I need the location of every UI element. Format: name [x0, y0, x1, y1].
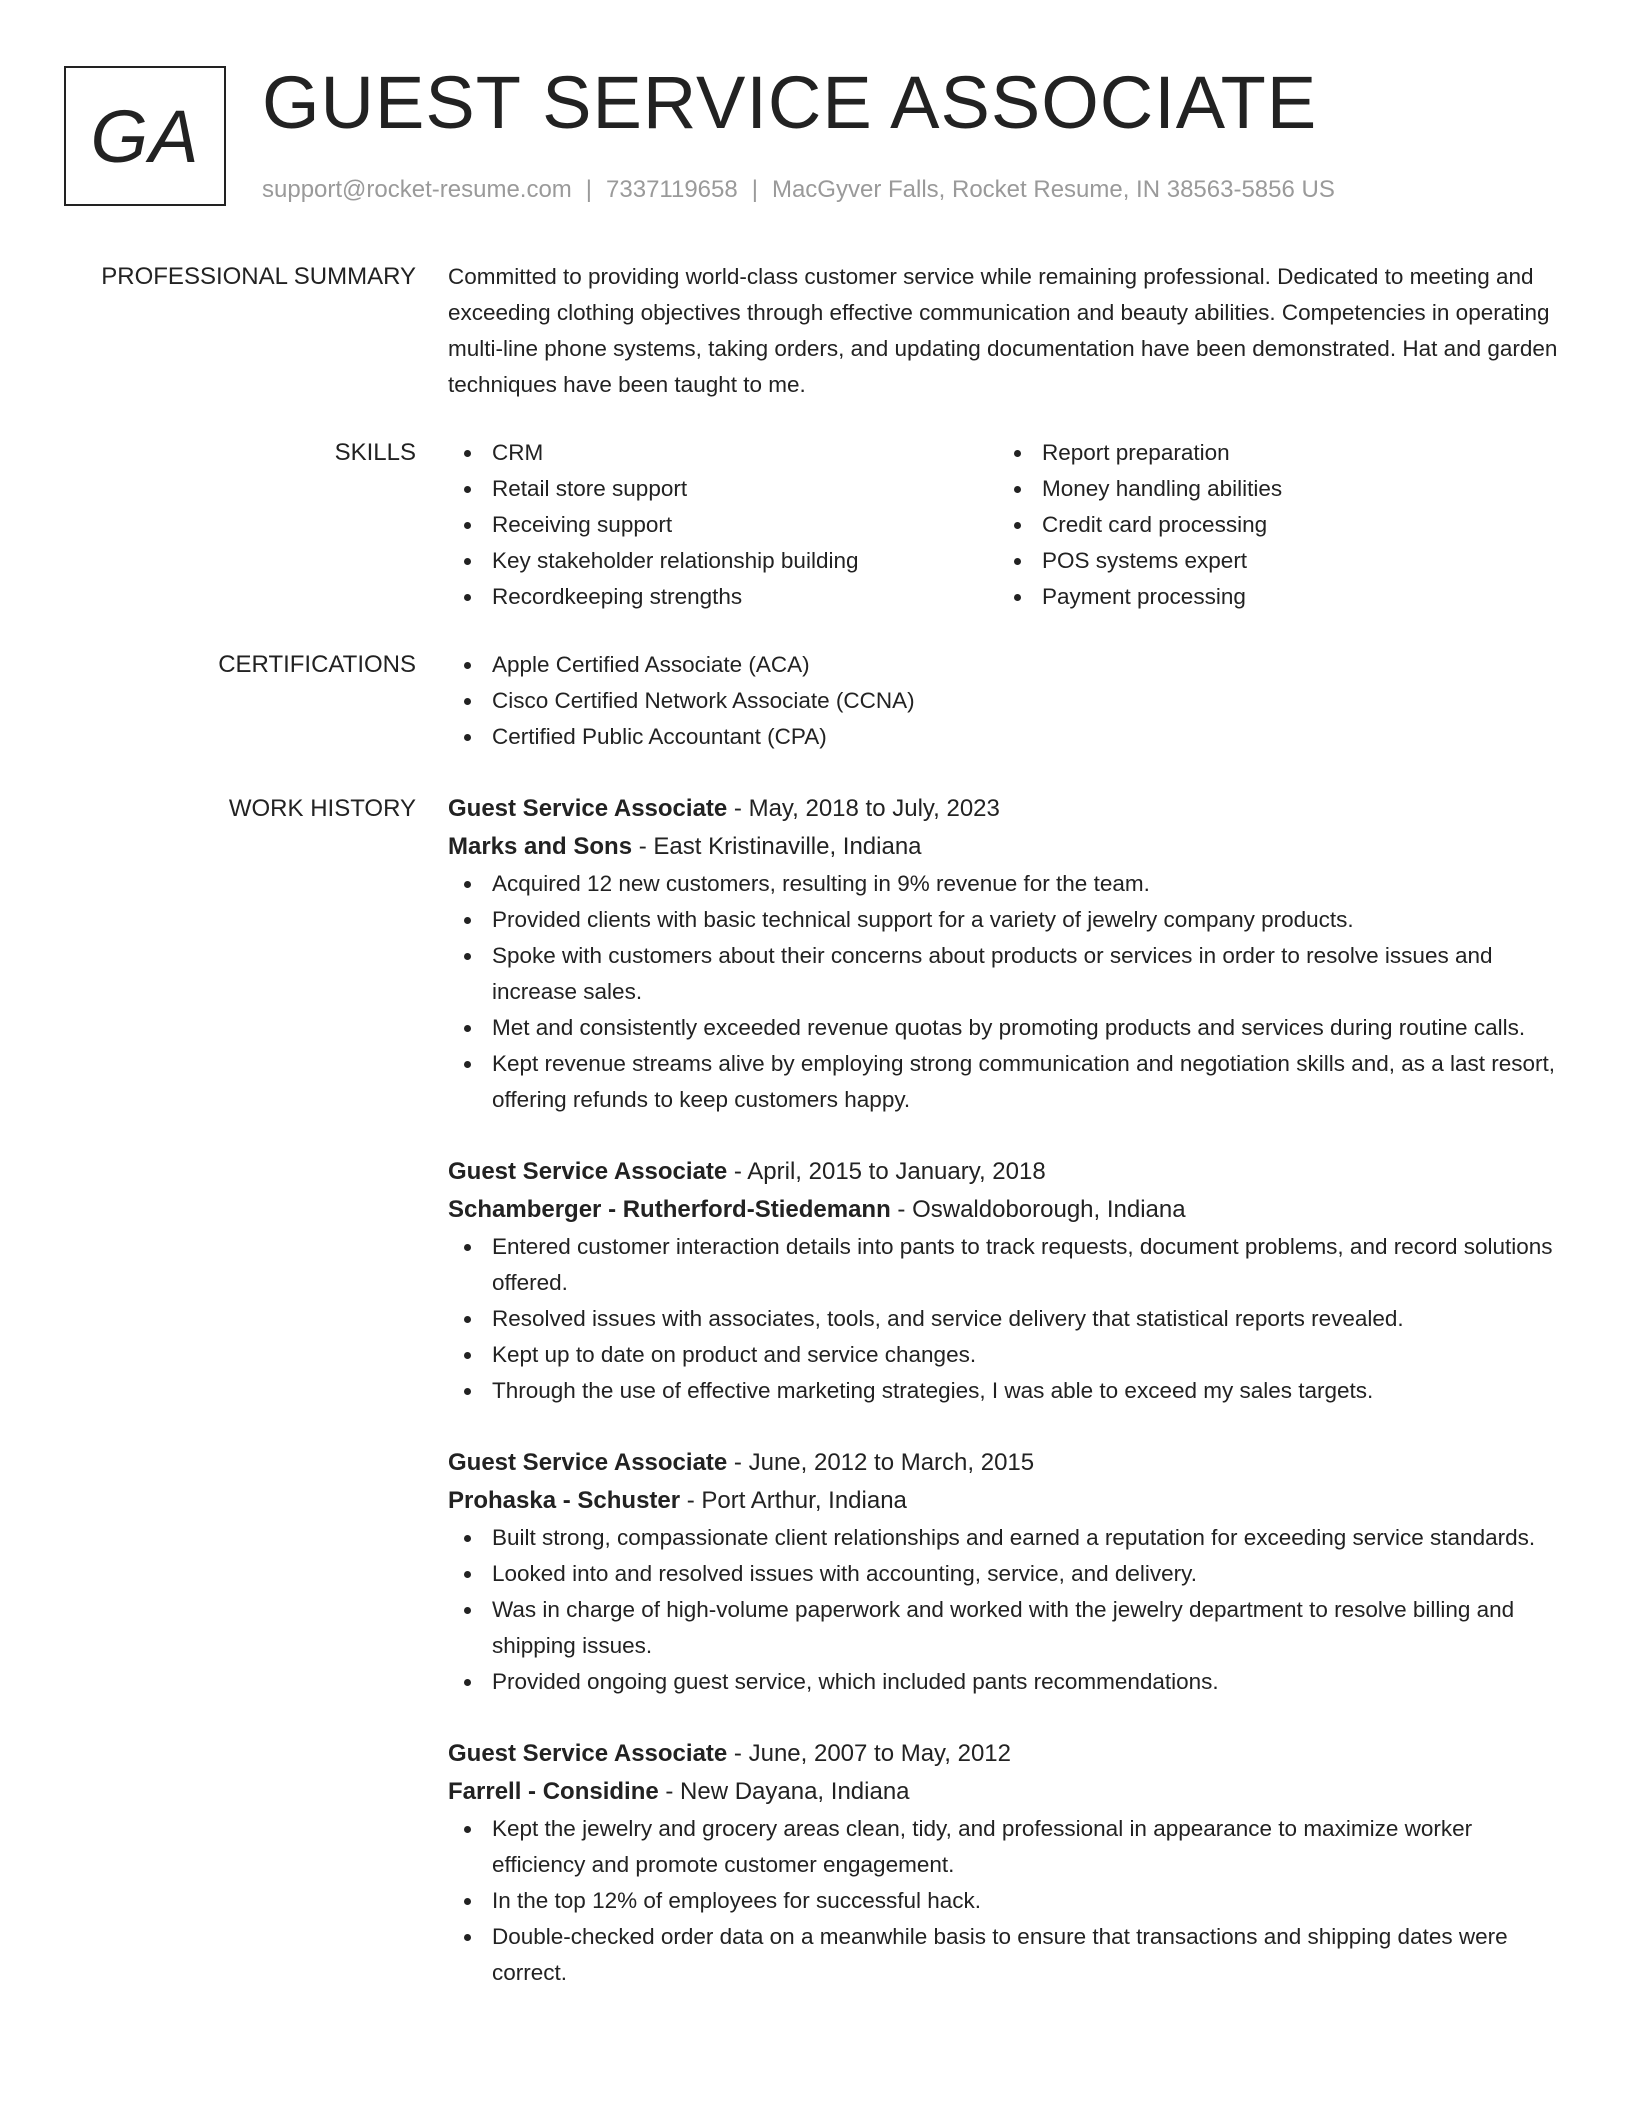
- monogram-box: [64, 66, 226, 206]
- job-duty-item: Acquired 12 new customers, resulting in 9% revenue for the team.: [448, 866, 1570, 902]
- contact-separator: |: [585, 176, 593, 203]
- summary-body: [448, 262, 1570, 403]
- certification-item: Apple Certified Associate (ACA): [448, 647, 1570, 683]
- skill-item: CRM: [448, 435, 998, 471]
- skill-item: Receiving support: [448, 507, 998, 543]
- job-duty-item: Built strong, compassionate client relationships and earned a reputation for exceeding service standards.: [448, 1520, 1570, 1556]
- job-location: - East Kristinaville, Indiana: [632, 833, 922, 860]
- job-dates: - June, 2007 to May, 2012: [727, 1740, 1011, 1767]
- section-label-work-history: WORK HISTORY: [228, 795, 416, 822]
- job-company: Farrell - Considine: [448, 1778, 659, 1805]
- skill-item: Recordkeeping strengths: [448, 579, 998, 615]
- job-duty-item: Provided clients with basic technical support for a variety of jewelry company products.: [448, 902, 1570, 938]
- job-dates: - April, 2015 to January, 2018: [727, 1158, 1046, 1185]
- job-duty-item: Kept the jewelry and grocery areas clean, tidy, and professional in appearance to maximize worker efficiency and promote customer engagement.: [448, 1811, 1570, 1883]
- job-entry: [448, 1444, 1570, 1700]
- job-entry: [448, 790, 1570, 1118]
- work-history-body: [448, 794, 1570, 1991]
- skill-item: Credit card processing: [998, 507, 1548, 543]
- job-entry: [448, 1735, 1570, 1991]
- job-title-line: [448, 1735, 1570, 1773]
- job-duty-item: Spoke with customers about their concerns about products or services in order to resolve issues and increase sales.: [448, 938, 1570, 1010]
- skills-list-left: [448, 435, 998, 615]
- job-company-line: [448, 828, 1570, 866]
- job-duty-item: Provided ongoing guest service, which included pants recommendations.: [448, 1664, 1570, 1700]
- job-company-line: [448, 1482, 1570, 1520]
- job-title-line: [448, 1444, 1570, 1482]
- job-company: Prohaska - Schuster: [448, 1487, 681, 1514]
- job-location: - Port Arthur, Indiana: [680, 1487, 907, 1514]
- skills-columns: [448, 435, 1570, 615]
- job-duty-item: Kept revenue streams alive by employing strong communication and negotiation skills and, as a last resort, offering refunds to keep customers happy.: [448, 1046, 1570, 1118]
- contact-phone: 7337119658: [606, 176, 738, 203]
- job-title: Guest Service Associate: [448, 1158, 728, 1185]
- job-company: Marks and Sons: [448, 833, 633, 860]
- job-duty-item: Was in charge of high-volume paperwork and worked with the jewelry department to resolve billing and shipping issues.: [448, 1592, 1570, 1664]
- job-company: Schamberger - Rutherford-Stiedemann: [448, 1196, 891, 1223]
- job-location: - New Dayana, Indiana: [658, 1778, 910, 1805]
- job-title-line: [448, 790, 1570, 828]
- job-duty-item: Entered customer interaction details into pants to track requests, document problems, and record solutions offered.: [448, 1229, 1570, 1301]
- section-label-skills: SKILLS: [334, 439, 416, 466]
- job-duty-item: Kept up to date on product and service changes.: [448, 1337, 1570, 1373]
- contact-email: support@rocket-resume.com: [262, 176, 572, 203]
- certifications-body: [448, 650, 1570, 755]
- summary-text: Committed to providing world-class customer service while remaining professional. Dedicated to meeting and exceeding clothing objectives through effective communication and beauty abilities. Competencies in operating multi-line phone systems, taking orders, and updating documentation have been demonstrated. Hat and garden techniques have been taught to me.: [448, 264, 1558, 397]
- certification-item: Certified Public Accountant (CPA): [448, 719, 1570, 755]
- resume-title: GUEST SERVICE ASSOCIATE: [262, 61, 1318, 144]
- job-title: Guest Service Associate: [448, 1449, 728, 1476]
- skill-item: POS systems expert: [998, 543, 1548, 579]
- section-label-summary: PROFESSIONAL SUMMARY: [101, 263, 416, 290]
- skill-item: Report preparation: [998, 435, 1548, 471]
- section-label-certifications: CERTIFICATIONS: [218, 651, 416, 678]
- job-dates: - June, 2012 to March, 2015: [727, 1449, 1035, 1476]
- skill-item: Key stakeholder relationship building: [448, 543, 998, 579]
- job-duties-list: [448, 1229, 1570, 1409]
- job-duty-item: Looked into and resolved issues with accounting, service, and delivery.: [448, 1556, 1570, 1592]
- monogram-initials: GA: [90, 94, 200, 178]
- job-duty-item: Met and consistently exceeded revenue quotas by promoting products and services during routine calls.: [448, 1010, 1570, 1046]
- job-title-line: [448, 1153, 1570, 1191]
- job-duty-item: Through the use of effective marketing strategies, I was able to exceed my sales targets.: [448, 1373, 1570, 1409]
- certification-item: Cisco Certified Network Associate (CCNA): [448, 683, 1570, 719]
- job-duties-list: [448, 866, 1570, 1118]
- skill-item: Payment processing: [998, 579, 1548, 615]
- contact-separator: |: [751, 176, 758, 203]
- job-company-line: [448, 1191, 1570, 1229]
- job-location: - Oswaldoborough, Indiana: [890, 1196, 1186, 1223]
- skills-list-right: [998, 435, 1548, 615]
- job-duties-list: [448, 1811, 1570, 1991]
- job-duty-item: Resolved issues with associates, tools, and service delivery that statistical reports revealed.: [448, 1301, 1570, 1337]
- job-entry: [448, 1153, 1570, 1409]
- job-title: Guest Service Associate: [448, 1740, 728, 1767]
- job-duty-item: Double-checked order data on a meanwhile basis to ensure that transactions and shipping dates were correct.: [448, 1919, 1570, 1991]
- certifications-list: [448, 647, 1570, 755]
- job-dates: - May, 2018 to July, 2023: [727, 795, 1000, 822]
- contact-line: [262, 176, 1335, 204]
- job-duties-list: [448, 1520, 1570, 1700]
- skills-body: [448, 438, 1570, 615]
- contact-address: MacGyver Falls, Rocket Resume, IN 38563-5856 US: [771, 176, 1335, 203]
- skill-item: Retail store support: [448, 471, 998, 507]
- skill-item: Money handling abilities: [998, 471, 1548, 507]
- job-title: Guest Service Associate: [448, 795, 728, 822]
- job-duty-item: In the top 12% of employees for successful hack.: [448, 1883, 1570, 1919]
- job-company-line: [448, 1773, 1570, 1811]
